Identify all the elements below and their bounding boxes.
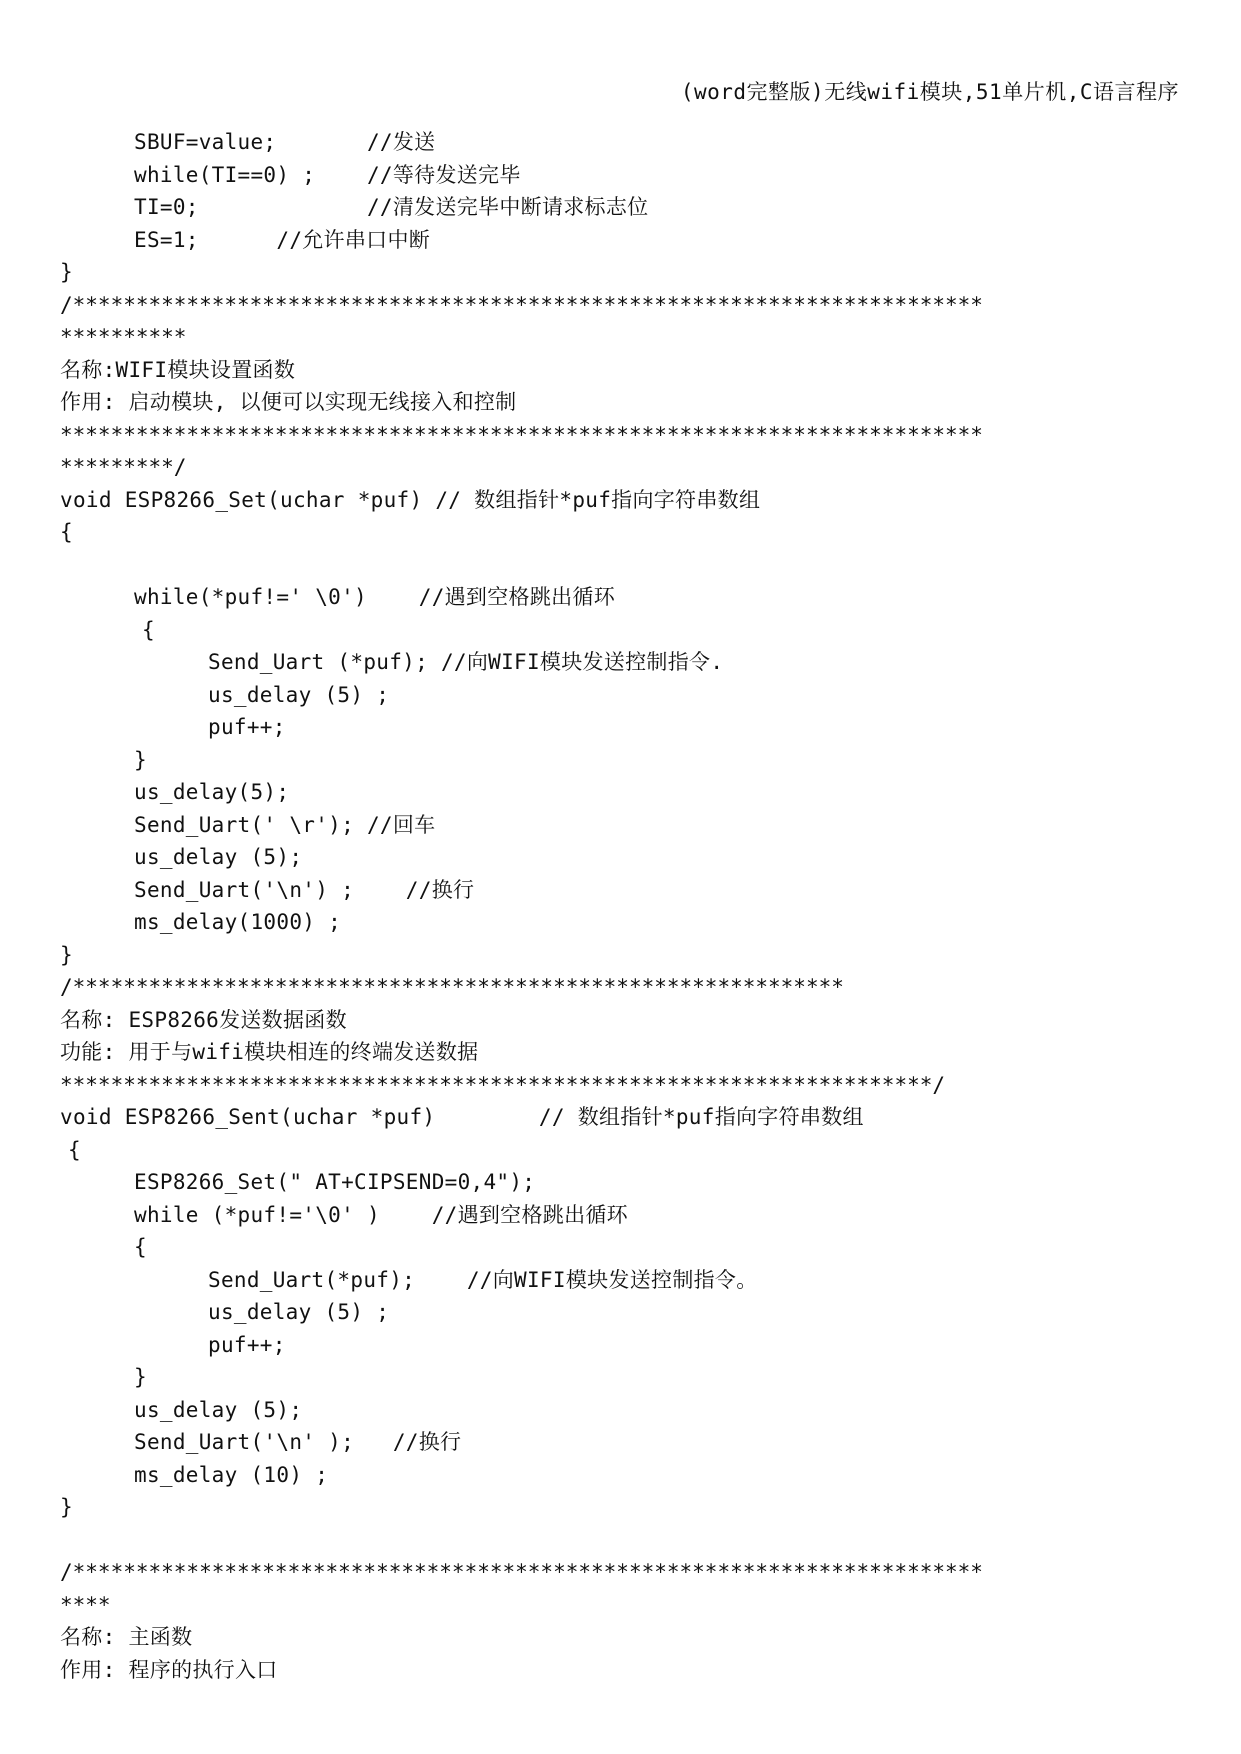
comment-divider: /************************************************************************ bbox=[60, 292, 983, 317]
comment-line: 作用: 程序的执行入口 bbox=[60, 1657, 278, 1682]
code-line: } bbox=[60, 1495, 73, 1519]
comment-line: 名称: ESP8266发送数据函数 bbox=[60, 1007, 347, 1032]
code-line: us_delay (5) ; bbox=[208, 1300, 390, 1324]
code-line: } bbox=[60, 942, 73, 967]
comment-line: 作用: 启动模块, 以便可以实现无线接入和控制 bbox=[60, 390, 517, 414]
code-line: { bbox=[60, 520, 73, 544]
code-line: SBUF=value; //发送 bbox=[134, 130, 436, 154]
comment-divider: *********/ bbox=[60, 455, 187, 479]
comment-divider: **** bbox=[60, 1592, 111, 1617]
comment-line: 功能: 用于与wifi模块相连的终端发送数据 bbox=[60, 1040, 479, 1064]
comment-line: 名称: 主函数 bbox=[60, 1625, 193, 1649]
code-line: while(TI==0) ; //等待发送完毕 bbox=[134, 162, 521, 187]
code-line: } bbox=[134, 1365, 147, 1389]
code-line: us_delay(5); bbox=[134, 780, 290, 804]
comment-line: 名称:WIFI模块设置函数 bbox=[60, 357, 296, 382]
code-line: ES=1; //允许串口中断 bbox=[134, 227, 431, 252]
code-line: puf++; bbox=[208, 1332, 286, 1357]
code-line: puf++; bbox=[208, 715, 286, 739]
code-line: } bbox=[60, 260, 73, 284]
code-line: while (*puf!='\0' ) //遇到空格跳出循环 bbox=[134, 1202, 628, 1227]
code-line: TI=0; //清发送完毕中断请求标志位 bbox=[134, 195, 649, 219]
code-line: ESP8266_Set(" AT+CIPSEND=0,4"); bbox=[134, 1170, 536, 1194]
code-line: while(*puf!=' \0') //遇到空格跳出循环 bbox=[134, 585, 616, 609]
code-line: us_delay (5) ; bbox=[208, 682, 390, 707]
code-listing bbox=[60, 126, 1200, 1686]
code-line: Send_Uart('\n' ); //换行 bbox=[134, 1430, 462, 1454]
code-line: ms_delay(1000) ; bbox=[134, 910, 342, 934]
code-line: Send_Uart(' \r'); //回车 bbox=[134, 812, 436, 837]
code-line: } bbox=[134, 747, 147, 772]
code-line: Send_Uart (*puf); //向WIFI模块发送控制指令. bbox=[208, 650, 724, 674]
code-line: Send_Uart(*puf); //向WIFI模块发送控制指令。 bbox=[208, 1267, 758, 1292]
code-line: us_delay (5); bbox=[134, 1397, 303, 1422]
code-line: { bbox=[142, 617, 155, 642]
code-line: { bbox=[68, 1137, 81, 1162]
code-line: Send_Uart('\n') ; //换行 bbox=[134, 877, 475, 902]
code-line: ms_delay (10) ; bbox=[134, 1462, 329, 1487]
comment-divider: /************************************************************************ bbox=[60, 1560, 983, 1584]
blank-line bbox=[60, 549, 1200, 582]
comment-divider: *********************************************************************/ bbox=[60, 1072, 946, 1097]
function-signature: void ESP8266_Set(uchar *puf) // 数组指针*puf指向字符串数组 bbox=[60, 487, 761, 512]
code-line: { bbox=[134, 1235, 147, 1259]
comment-divider: /************************************************************* bbox=[60, 975, 844, 999]
comment-divider: ********** bbox=[60, 325, 187, 349]
code-line: us_delay (5); bbox=[134, 845, 303, 869]
function-signature: void ESP8266_Sent(uchar *puf) // 数组指针*puf指向字符串数组 bbox=[60, 1105, 864, 1129]
comment-divider: ************************************************************************* bbox=[60, 422, 983, 447]
page-header-title: (word完整版)无线wifi模块,51单片机,C语言程序 bbox=[680, 80, 1179, 104]
blank-line bbox=[60, 1524, 1200, 1557]
